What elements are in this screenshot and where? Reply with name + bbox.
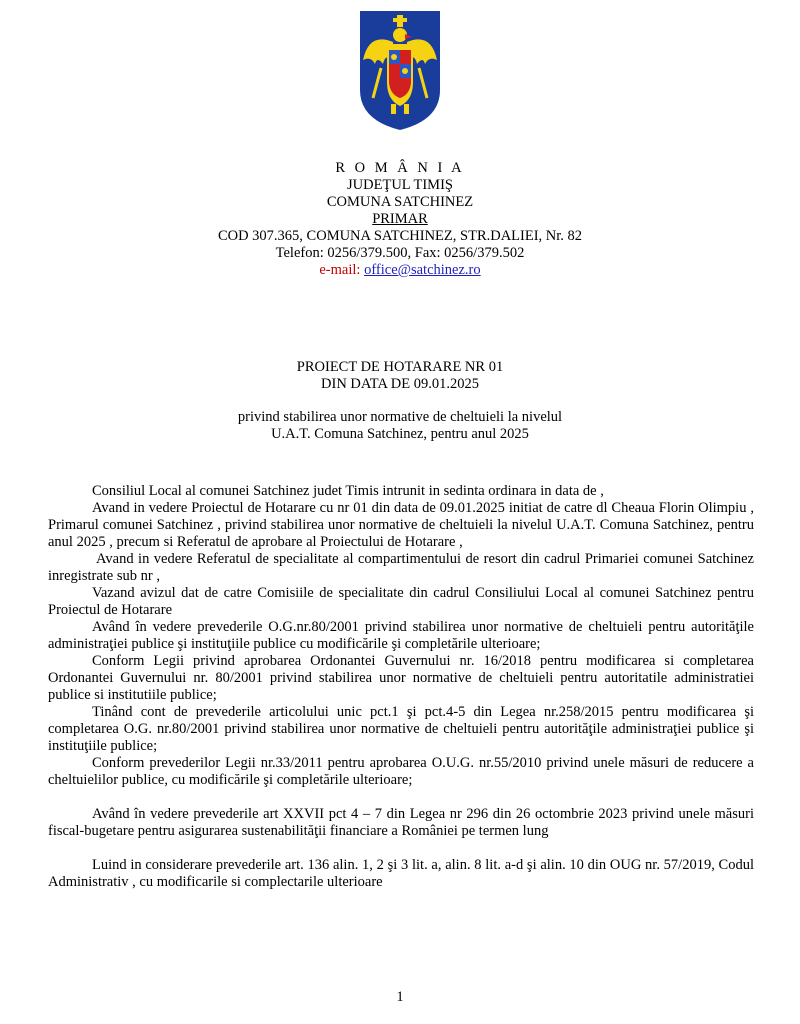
paragraph: Avand in vedere Proiectul de Hotarare cu nr 01 din data de 09.01.2025 initiat de catre dl Cheaua Florin Olimpiu , Primarul comunei Satchinez , privind stabilirea unor normative de cheltuieli la nivelul U.A.T. Comuna Satchinez, pentru anul 2025 , precum si Referatul de aprobare al Proiectului de Hotarare , xyxy=(48,500,754,550)
email-link[interactable]: office@satchinez.ro xyxy=(364,262,481,278)
title-line-1: PROIECT DE HOTARARE NR 01 xyxy=(296,359,504,375)
subject-line-2: U.A.T. Comuna Satchinez, pentru anul 2025 xyxy=(271,426,529,442)
title-line-2: DIN DATA DE 09.01.2025 xyxy=(321,376,479,392)
office-name: PRIMAR xyxy=(372,211,428,227)
document-subject xyxy=(0,409,800,443)
paragraph: Consiliul Local al comunei Satchinez judet Timis intrunit in sedinta ordinara in data de , xyxy=(92,483,604,499)
country-name: R O M Â N I A xyxy=(335,160,465,176)
paragraph: Avand in vedere Referatul de specialitate al compartimentului de resort din cadrul Primariei comunei Satchinez inregistrate sub nr , xyxy=(48,551,754,584)
document-header xyxy=(0,160,800,279)
document-body xyxy=(48,483,754,891)
email-line xyxy=(0,262,800,279)
document-title xyxy=(0,359,800,393)
email-label: e-mail: xyxy=(319,262,365,278)
paragraph: Vazand avizul dat de catre Comisiile de specialitate din cadrul Consiliului Local al comunei Satchinez pentru Proiectul de Hotarare xyxy=(48,585,754,618)
subject-line-1: privind stabilirea unor normative de cheltuieli la nivelul xyxy=(237,409,563,425)
address-line: COD 307.365, COMUNA SATCHINEZ, STR.DALIEI, Nr. 82 xyxy=(217,228,583,244)
phone-fax-line: Telefon: 0256/379.500, Fax: 0256/379.502 xyxy=(275,245,525,261)
paragraph: Conform Legii privind aprobarea Ordonantei Guvernului nr. 16/2018 pentru modificarea si completarea Ordonantei Guvernului nr. 80/2001 privind stabilirea unor normative de cheltuieli pentru autoritatile administratiei publice si institutiile publice; xyxy=(48,653,754,703)
paragraph: Luind in considerare prevederile art. 136 alin. 1, 2 şi 3 lit. a, alin. 8 lit. a-d şi alin. 10 din OUG nr. 57/2019, Codul Administrativ , cu modificarile si complectarile ulterioare xyxy=(48,857,754,890)
romania-coat-of-arms-icon xyxy=(357,8,443,132)
paragraph: Având în vedere prevederile art XXVII pct 4 – 7 din Legea nr 296 din 26 octombrie 2023 privind unele măsuri fiscal-bugetare pentru asigurarea sustenabilităţii financiare a României pe termen lung xyxy=(48,806,754,839)
page-number: 1 xyxy=(396,989,404,1005)
paragraph: Având în vedere prevederile O.G.nr.80/2001 privind stabilirea unor normative de cheltuieli pentru autorităţile administraţiei publice şi instituţiile publice cu modificările şi completările ulterioare; xyxy=(48,619,754,652)
commune-name: COMUNA SATCHINEZ xyxy=(326,194,474,210)
paragraph: Tinând cont de prevederile articolului unic pct.1 şi pct.4-5 din Legea nr.258/2015 pentru modificarea şi completarea O.G. nr.80/2001 privind stabilirea unor normative de cheltuieli pentru autorităţile administraţiei publice şi instituţiile publice; xyxy=(48,704,754,754)
paragraph: Conform prevederilor Legii nr.33/2011 pentru aprobarea O.U.G. nr.55/2010 privind unele măsuri de reducere a cheltuielilor publice, cu modificările şi completările ulterioare; xyxy=(48,755,754,788)
county-name: JUDEŢUL TIMIŞ xyxy=(347,177,453,193)
